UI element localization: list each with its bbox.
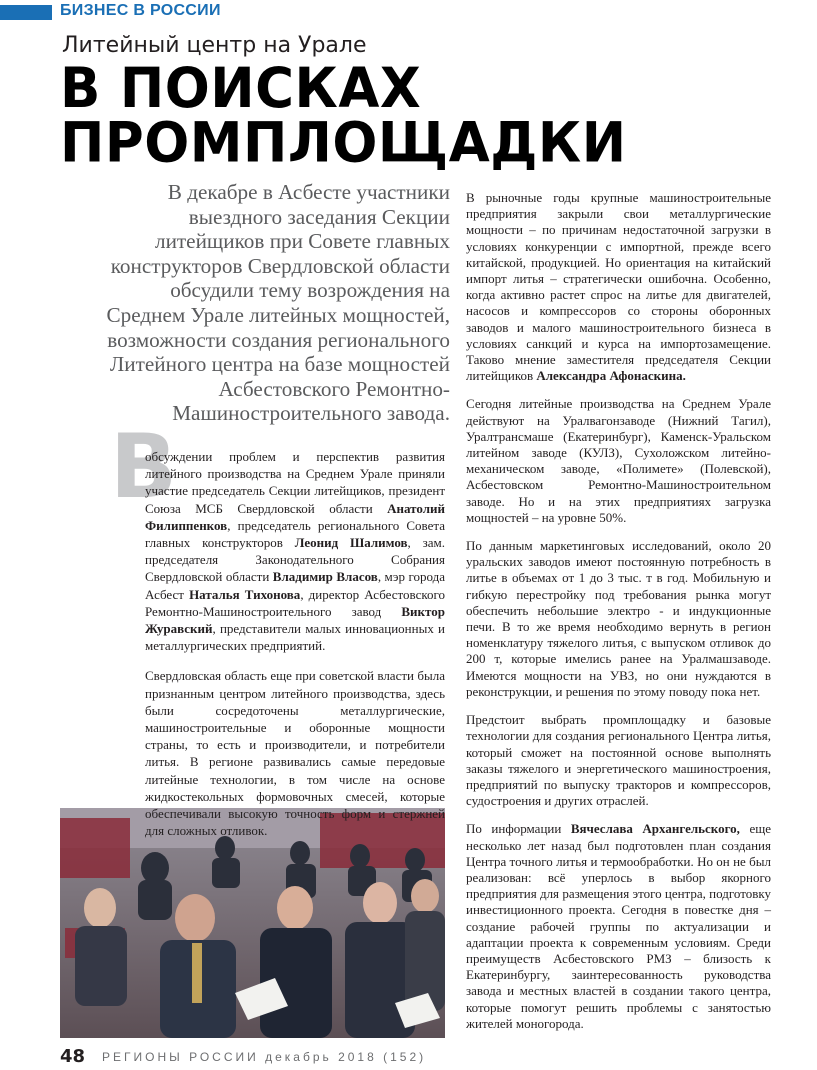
body-paragraph: Предстоит выбрать промплощадку и базовые технологии для создания регионального Центра литья, который сможет на постоянной основе выполнять заказы тяжелого и энергетического машиностроения, предприятий по выпуску тракторов и компрессоров, судостроения и других отраслей.: [466, 712, 771, 809]
text-run: В рыночные годы крупные машиностроительные предприятия закрыли свои металлургические мощности – по причинам недостаточной загрузки в условиях конкуренции с импортной, прежде всего китайской, продукцией. Но ориентация на китайский импорт литья – стратегически ошибочна. Особенно, когда активно растет спрос на литье для двигателей, насосов и компрессоров со стороны оборонных заводов и малого машиностроительного бизнеса в условиях санкций и курса на импортозамещение. Таково мнение заместителя председателя Секции литейщиков: [466, 190, 771, 384]
person-name: Леонид Шалимов: [294, 535, 408, 551]
lead-line: выездного заседания Секции: [188, 204, 450, 229]
person-name: Анатолий Филиппенков: [145, 500, 445, 533]
body-paragraph: [466, 821, 771, 1032]
lead-line: литейщиков при Совете главных: [155, 229, 450, 254]
person-name: Наталья Тихонова: [189, 586, 301, 602]
article-lead: [0, 180, 450, 426]
right-column: [466, 190, 771, 1044]
drop-cap: В: [110, 415, 178, 518]
left-column: [145, 448, 445, 852]
text-run: , директор Асбестовского Ремонтно-Машиностроительного завод: [145, 586, 446, 619]
lead-line: В декабре в Асбесте участники: [167, 180, 450, 204]
body-paragraph: По данным маркетинговых исследований, около 20 уральских заводов имеют постоянную потребность в литье в объемах от 1 до 3 тыс. т в год. Мобильную и гибкую перестройку под требования рынка могут обеспечить небольшие электро - и индукционные печи. В то же время необходимо вернуть в регион номенклатуру тяжелого литья, с выпуском отливок до 200 т, которые имелись ранее на Уралмашзаводе. Имеются мощности на УВЗ, но они нуждаются в реконструкции, и решения по этому поводу пока нет.: [466, 538, 771, 699]
person-name: Виктор Журавский: [145, 603, 445, 637]
person-name: Вячеслава Архангельского,: [570, 821, 740, 837]
text-run: обсуждении проблем и перспектив развития литейного производства на Среднем Урале приняли участие председатель Секции литейщиков, президент Союза МСБ Свердловской области: [145, 449, 445, 516]
body-paragraph: [466, 190, 771, 384]
section-rubric: БИЗНЕС В РОССИИ: [60, 2, 221, 19]
lead-line: Среднем Урале литейных мощностей,: [106, 302, 450, 327]
lead-line: Асбестовского Ремонтно-: [218, 376, 450, 401]
lead-line: возможности создания регионального: [107, 327, 450, 352]
rubric-bar: [0, 5, 52, 20]
lead-line: Машиностроительного завода.: [172, 401, 450, 426]
text-run: , мэр города Асбест: [145, 569, 445, 602]
headline-line-2: ПРОМПЛОЩАДКИ: [60, 111, 627, 176]
text-run: , представители малых инновационных и металлургических предприятий.: [145, 621, 445, 654]
headline-line-1: В ПОИСКАХ: [60, 56, 422, 121]
body-paragraph: [145, 448, 445, 654]
text-run: По информации: [466, 821, 571, 837]
text-run: еще несколько лет назад был подготовлен план создания Центра точного литья и термообработки. Но он не был реализован: всё уперлось в выбор якорного предприятия для размещения этого центра, подготовку инвестиционного проекта. Сегодня в повестке дня – создание рабочей группы по актуализации и адаптации проекта к современным условиям. Среди преимуществ Асбестовского РМЗ – близость к Екатеринбургу, заинтересованность руководства завода и местных властей в создании такого центра, которые помогут решить проблемы с занятостью жителей моногорода.: [466, 821, 771, 1031]
text-run: , зам. председателя Законодательного Собрания Свердловской области: [145, 535, 445, 585]
body-paragraph: Свердловская область еще при советской власти была признанным центром литейного производства, здесь были сосредоточены металлургические, машиностроительные и оборонные мощности страны, то есть и производители, и потребители литья. В регионе развивались самые передовые литейные технологии, в том числе на основе жидкостекольных формовочных смесей, которые обеспечивали высокую точность форм и стержней для сложных отливок.: [145, 668, 445, 839]
article-kicker: Литейный центр на Урале: [62, 33, 367, 58]
publication-footer: РЕГИОНЫ РОССИИ декабрь 2018 (152): [102, 1050, 427, 1064]
person-name: Владимир Власов: [272, 569, 378, 585]
person-name: Александра Афонаскина.: [536, 368, 686, 384]
body-paragraph: Сегодня литейные производства на Среднем Урале действуют на Уралвагонзаводе (Нижний Тагил), Уралтрансмаше (Екатеринбург), Каменск-Уральском литейном заводе (КУЛЗ), Сухоложском литейно-механическом заводе, «Полиметe» (Полевской), Асбестовском Ремонтно-Машиностроительном заводе. Но и на этих предприятиях загрузка мощностей – на уровне 50%.: [466, 396, 771, 525]
lead-line: Литейного центра на базе мощностей: [109, 352, 450, 377]
article-headline: [60, 56, 780, 176]
text-run: , председатель регионального Совета главных конструкторов: [145, 517, 445, 551]
lead-line: обсудили тему возрождения на: [170, 278, 450, 303]
lead-line: конструкторов Свердловской области: [110, 253, 450, 278]
page-number: 48: [60, 1046, 86, 1067]
